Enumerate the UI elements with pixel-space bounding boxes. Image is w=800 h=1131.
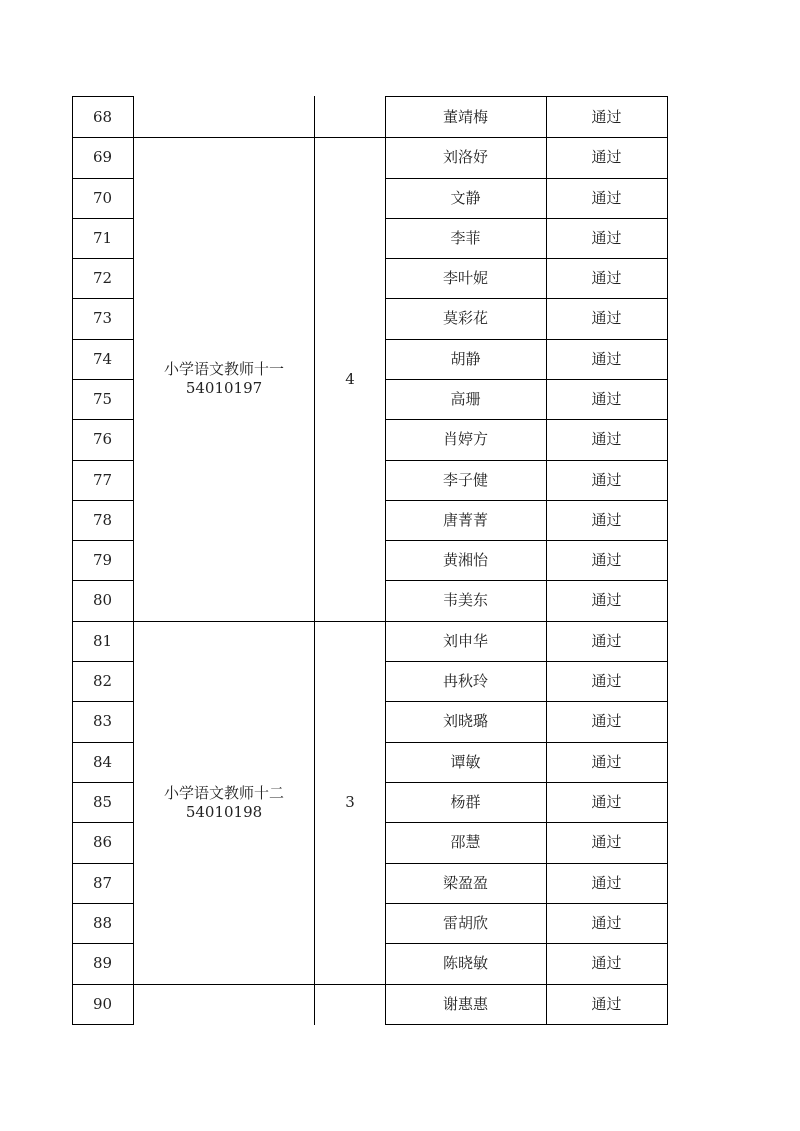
candidate-name: 陈晓敏 (442, 954, 488, 972)
grid-line (314, 96, 315, 1025)
candidate-name: 李叶妮 (442, 268, 488, 287)
candidate-name: 高珊 (450, 389, 481, 408)
row-number: 81 (92, 631, 113, 650)
grid-line (385, 1024, 668, 1025)
result-status: 通过 (591, 671, 622, 690)
grid-line (385, 298, 668, 299)
result-status: 通过 (591, 349, 622, 368)
candidate-name: 雷胡欣 (442, 913, 488, 932)
grid-line (385, 96, 668, 97)
grid-line (72, 742, 133, 743)
grid-line (72, 943, 133, 944)
grid-line (72, 621, 668, 622)
grid-line (667, 96, 668, 1025)
position-cell (133, 137, 315, 621)
row-number: 77 (92, 470, 113, 489)
candidate-name: 邵慧 (450, 833, 481, 851)
row-number: 74 (92, 349, 113, 368)
grid-line (72, 661, 133, 662)
grid-line (72, 863, 133, 864)
row-number: 76 (92, 430, 113, 448)
row-number: 73 (92, 309, 113, 327)
grid-line (72, 218, 133, 219)
result-status: 通过 (591, 873, 622, 892)
grid-line (72, 339, 133, 340)
candidate-name: 黄湘怡 (442, 550, 488, 569)
candidate-name: 文静 (450, 188, 481, 207)
grid-line (385, 500, 668, 501)
grid-line (385, 863, 668, 864)
grid-line (72, 96, 133, 97)
candidate-name: 梁盈盈 (442, 873, 488, 892)
grid-line (133, 96, 134, 1025)
result-status: 通过 (591, 792, 622, 811)
grid-line (72, 701, 133, 702)
grid-line (385, 218, 668, 219)
grid-line (385, 339, 668, 340)
grid-line (385, 782, 668, 783)
grid-line (385, 943, 668, 944)
result-status: 通过 (591, 550, 622, 569)
result-status: 通过 (591, 268, 622, 287)
result-status: 通过 (591, 994, 622, 1013)
grid-line (385, 96, 386, 1025)
row-number: 89 (92, 954, 113, 972)
grid-line (72, 178, 133, 179)
row-number: 69 (92, 148, 113, 166)
candidate-name: 韦美东 (442, 591, 488, 609)
row-number: 80 (92, 591, 113, 609)
grid-line (72, 1024, 133, 1025)
result-status: 通过 (591, 107, 622, 126)
row-number: 72 (92, 268, 113, 287)
result-status: 通过 (591, 309, 622, 327)
row-number: 82 (92, 671, 113, 690)
grid-line (72, 96, 73, 1025)
position-code: 54010198 (185, 802, 263, 821)
candidate-name: 唐菁菁 (442, 510, 488, 529)
result-status: 通过 (591, 833, 622, 851)
result-status: 通过 (591, 712, 622, 730)
candidate-name: 谭敏 (450, 752, 481, 771)
candidate-name: 李子健 (442, 470, 488, 489)
grid-line (72, 500, 133, 501)
grid-line (385, 379, 668, 380)
grid-line (72, 419, 133, 420)
candidate-name: 李菲 (450, 228, 481, 247)
grid-line (72, 903, 133, 904)
grid-line (72, 379, 133, 380)
row-number: 88 (92, 913, 113, 932)
result-status: 通过 (591, 591, 622, 609)
position-title: 小学语文教师十二 (163, 783, 284, 802)
position-cell (133, 621, 315, 984)
row-number: 86 (92, 833, 113, 851)
row-number: 90 (92, 994, 113, 1013)
grid-line (72, 540, 133, 541)
row-number: 84 (92, 752, 113, 771)
grid-line (72, 822, 133, 823)
result-status: 通过 (591, 148, 622, 166)
grid-line (72, 460, 133, 461)
grid-line (72, 137, 668, 138)
grid-line (385, 258, 668, 259)
grid-line (385, 580, 668, 581)
grid-line (72, 782, 133, 783)
result-status: 通过 (591, 188, 622, 207)
quota-count: 3 (345, 793, 355, 811)
row-number: 83 (92, 712, 113, 730)
grid-line (72, 298, 133, 299)
row-number: 75 (92, 389, 113, 408)
grid-line (385, 419, 668, 420)
result-status: 通过 (591, 913, 622, 932)
candidate-name: 杨群 (450, 792, 481, 811)
row-number: 85 (92, 792, 113, 811)
result-status: 通过 (591, 631, 622, 650)
position-code: 54010197 (185, 379, 263, 397)
grid-line (546, 96, 547, 1025)
row-number: 68 (92, 107, 113, 126)
position-title: 小学语文教师十一 (163, 360, 284, 378)
row-number: 70 (92, 188, 113, 207)
grid-line (385, 903, 668, 904)
candidate-name: 胡静 (450, 349, 481, 368)
candidate-name: 董靖梅 (442, 107, 488, 126)
candidate-name: 刘晓璐 (442, 712, 488, 730)
grid-line (72, 984, 668, 985)
quota-count: 4 (345, 369, 355, 388)
candidate-name: 莫彩花 (442, 309, 488, 327)
result-status: 通过 (591, 228, 622, 247)
candidate-name: 冉秋玲 (442, 671, 488, 690)
grid-line (385, 178, 668, 179)
grid-line (72, 580, 133, 581)
grid-line (72, 258, 133, 259)
result-status: 通过 (591, 430, 622, 448)
grid-line (385, 540, 668, 541)
grid-line (385, 701, 668, 702)
result-status: 通过 (591, 954, 622, 972)
grid-line (385, 742, 668, 743)
row-number: 71 (92, 228, 113, 247)
result-status: 通过 (591, 510, 622, 529)
candidate-name: 谢惠惠 (442, 994, 488, 1013)
result-status: 通过 (591, 470, 622, 489)
row-number: 78 (92, 510, 113, 529)
row-number: 87 (92, 873, 113, 892)
grid-line (385, 460, 668, 461)
candidate-name: 肖婷方 (442, 430, 488, 448)
result-status: 通过 (591, 389, 622, 408)
grid-line (385, 661, 668, 662)
row-number: 79 (92, 550, 113, 569)
result-status: 通过 (591, 752, 622, 771)
candidate-name: 刘洛妤 (442, 148, 488, 166)
grid-line (385, 822, 668, 823)
candidate-name: 刘申华 (442, 631, 488, 650)
